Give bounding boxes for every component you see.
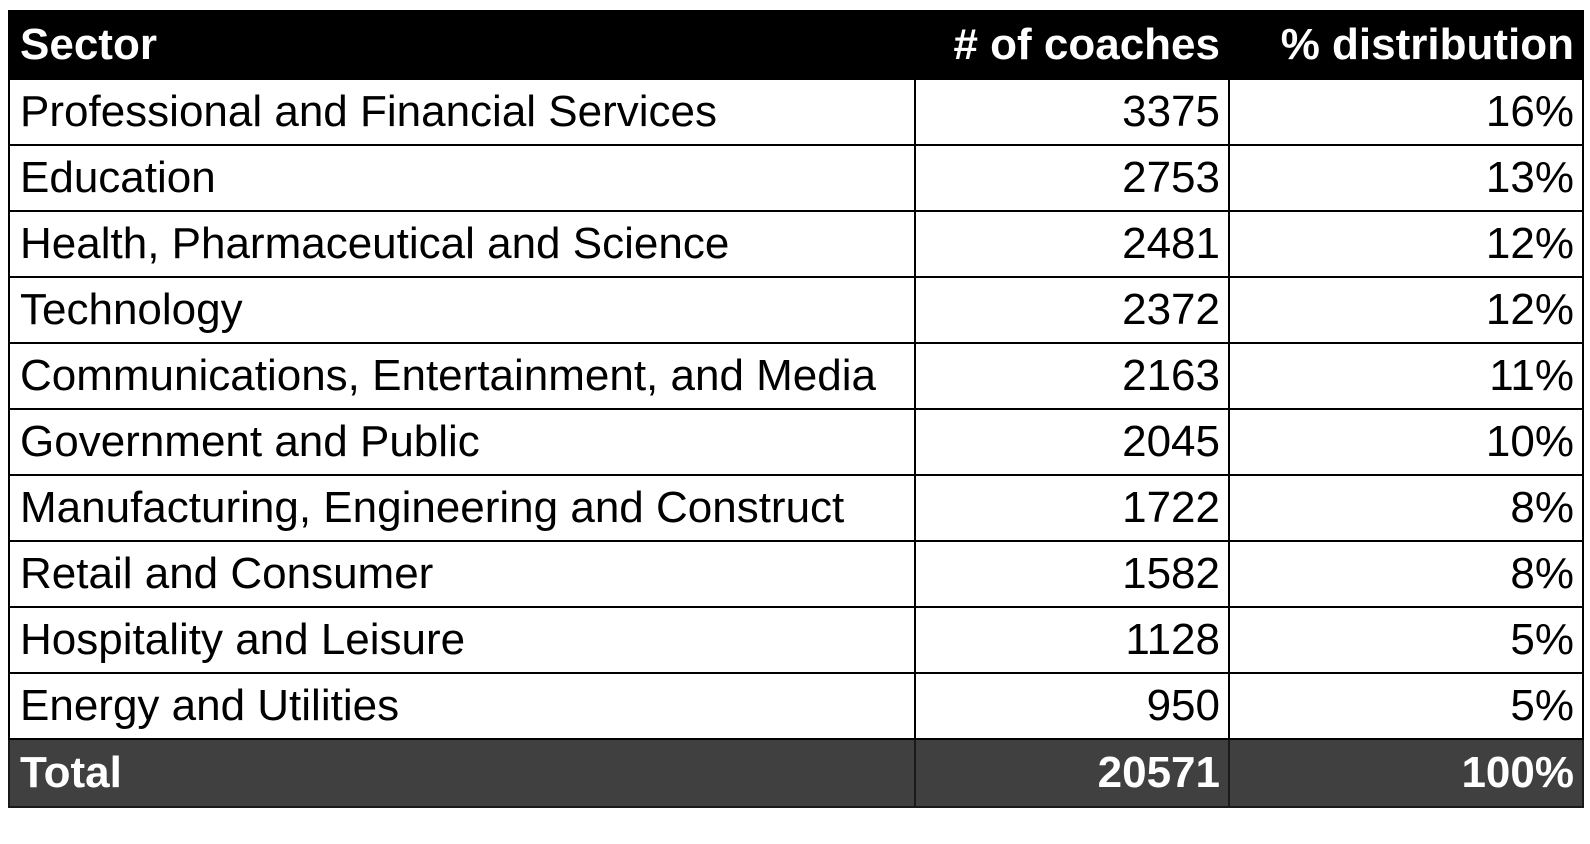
table-row	[9, 343, 1583, 409]
coaches-cell: 2045	[915, 409, 1229, 475]
sector-cell: Health, Pharmaceutical and Science	[9, 211, 915, 277]
distribution-cell: 11%	[1229, 343, 1583, 409]
table-row	[9, 79, 1583, 145]
total-distribution: 100%	[1229, 739, 1583, 807]
coaches-cell: 3375	[915, 79, 1229, 145]
table-row	[9, 145, 1583, 211]
coaches-cell: 2163	[915, 343, 1229, 409]
coaches-cell: 2372	[915, 277, 1229, 343]
distribution-cell: 5%	[1229, 673, 1583, 739]
total-label: Total	[9, 739, 915, 807]
distribution-cell: 10%	[1229, 409, 1583, 475]
column-header-coaches: # of coaches	[915, 11, 1229, 79]
distribution-cell: 13%	[1229, 145, 1583, 211]
sector-cell: Retail and Consumer	[9, 541, 915, 607]
coaches-cell: 950	[915, 673, 1229, 739]
table-row	[9, 541, 1583, 607]
table-body	[9, 79, 1583, 739]
table-row	[9, 211, 1583, 277]
table-row	[9, 409, 1583, 475]
total-coaches: 20571	[915, 739, 1229, 807]
sector-cell: Manufacturing, Engineering and Construct	[9, 475, 915, 541]
distribution-cell: 12%	[1229, 211, 1583, 277]
table-row	[9, 475, 1583, 541]
sector-cell: Government and Public	[9, 409, 915, 475]
table-header	[9, 11, 1583, 79]
sector-cell: Professional and Financial Services	[9, 79, 915, 145]
distribution-cell: 16%	[1229, 79, 1583, 145]
sector-cell: Energy and Utilities	[9, 673, 915, 739]
sector-cell: Communications, Entertainment, and Media	[9, 343, 915, 409]
distribution-cell: 8%	[1229, 541, 1583, 607]
column-header-distribution: % distribution	[1229, 11, 1583, 79]
coaches-by-sector-table-wrap	[8, 10, 1582, 808]
distribution-cell: 5%	[1229, 607, 1583, 673]
table-footer	[9, 739, 1583, 807]
total-row	[9, 739, 1583, 807]
distribution-cell: 8%	[1229, 475, 1583, 541]
sector-cell: Hospitality and Leisure	[9, 607, 915, 673]
table-row	[9, 607, 1583, 673]
header-row	[9, 11, 1583, 79]
coaches-cell: 1722	[915, 475, 1229, 541]
table-row	[9, 673, 1583, 739]
coaches-by-sector-table	[8, 10, 1584, 808]
coaches-cell: 1128	[915, 607, 1229, 673]
sector-cell: Technology	[9, 277, 915, 343]
coaches-cell: 1582	[915, 541, 1229, 607]
distribution-cell: 12%	[1229, 277, 1583, 343]
sector-cell: Education	[9, 145, 915, 211]
coaches-cell: 2753	[915, 145, 1229, 211]
column-header-sector: Sector	[9, 11, 915, 79]
coaches-cell: 2481	[915, 211, 1229, 277]
table-row	[9, 277, 1583, 343]
